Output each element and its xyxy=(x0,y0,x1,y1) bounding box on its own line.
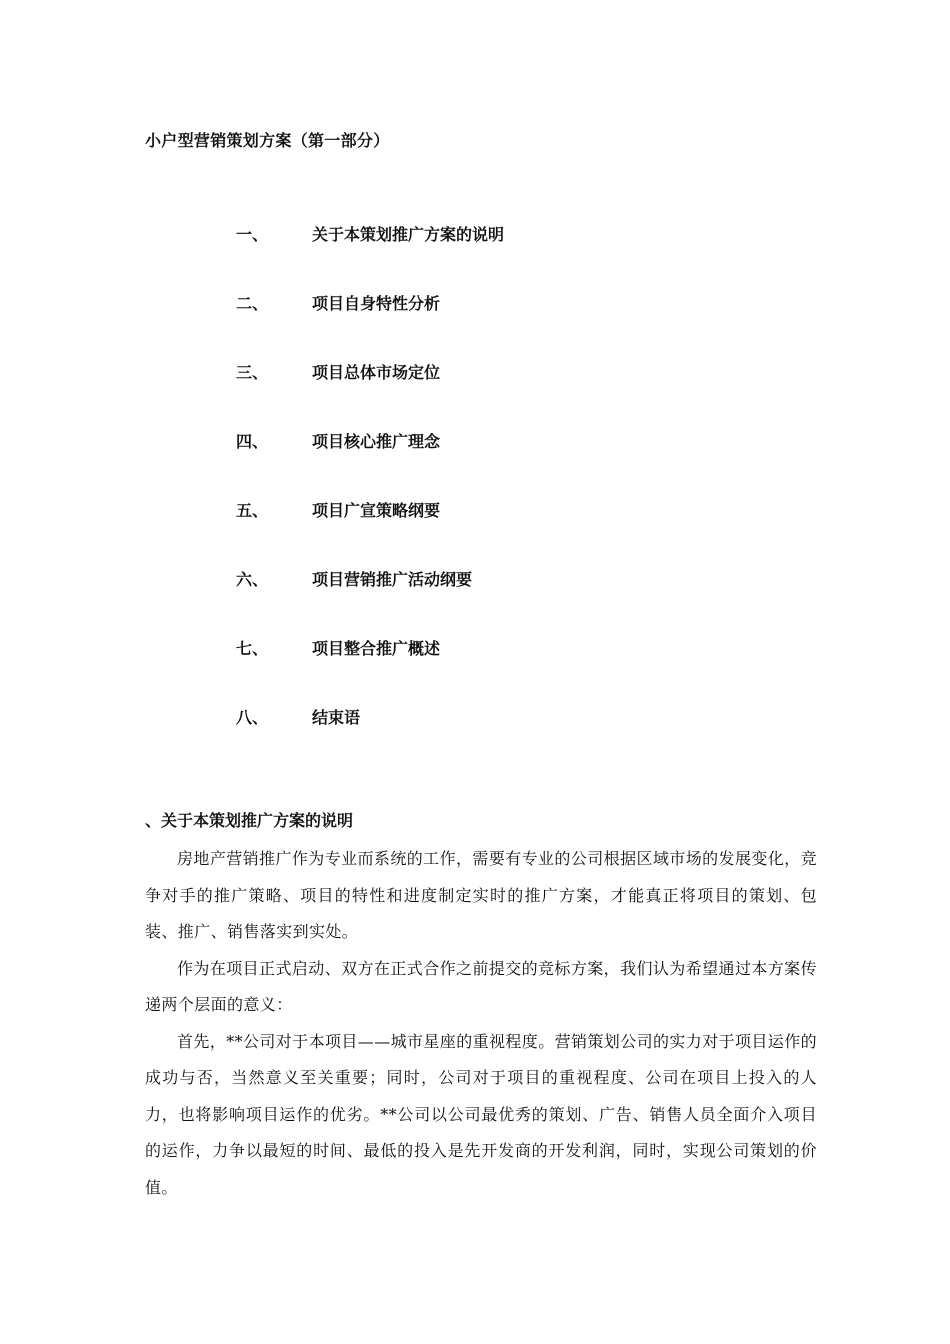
toc-number: 七、 xyxy=(236,639,269,658)
paragraph: 作为在项目正式启动、双方在正式合作之前提交的竞标方案，我们认为希望通过本方案传递两个层面的意义： xyxy=(145,958,817,1014)
toc-number: 八、 xyxy=(236,708,269,727)
toc-label: 项目自身特性分析 xyxy=(312,294,441,313)
section-heading: 、关于本策划推广方案的说明 xyxy=(145,811,354,830)
toc-label: 项目广宣策略纲要 xyxy=(312,501,441,520)
document-title: 小户型营销策划方案（第一部分） xyxy=(145,131,390,150)
toc-number: 六、 xyxy=(236,570,269,589)
toc-item-6 xyxy=(236,567,796,636)
toc-label: 项目总体市场定位 xyxy=(312,363,441,382)
toc-item-3 xyxy=(236,360,796,429)
section-body xyxy=(145,841,817,1206)
toc-label: 项目营销推广活动纲要 xyxy=(312,570,473,589)
toc-item-8 xyxy=(236,705,796,774)
toc-number: 二、 xyxy=(236,294,269,313)
toc-item-1 xyxy=(236,222,796,291)
toc-number: 一、 xyxy=(236,225,269,244)
table-of-contents xyxy=(236,222,796,774)
paragraph: 首先，**公司对于本项目——城市星座的重视程度。营销策划公司的实力对于项目运作的成功与否，当然意义至关重要；同时，公司对于项目的重视程度、公司在项目上投入的人力，也将影响项目运作的优劣。**公司以公司最优秀的策划、广告、销售人员全面介入项目的运作，力争以最短的时间、最低的投入是先开发商的开发利润，同时，实现公司策划的价值。 xyxy=(145,1031,818,1197)
paragraph: 房地产营销推广作为专业而系统的工作，需要有专业的公司根据区域市场的发展变化，竞争对手的推广策略、项目的特性和进度制定实时的推广方案，才能真正将项目的策划、包装、推广、销售落实到实处。 xyxy=(145,849,817,941)
toc-item-5 xyxy=(236,498,796,567)
toc-label: 项目整合推广概述 xyxy=(312,639,441,658)
toc-label: 关于本策划推广方案的说明 xyxy=(312,225,505,244)
toc-number: 三、 xyxy=(236,363,269,382)
toc-item-2 xyxy=(236,291,796,360)
toc-label: 结束语 xyxy=(312,708,361,727)
toc-item-7 xyxy=(236,636,796,705)
toc-label: 项目核心推广理念 xyxy=(312,432,441,451)
toc-number: 五、 xyxy=(236,501,269,520)
toc-number: 四、 xyxy=(236,432,269,451)
toc-item-4 xyxy=(236,429,796,498)
